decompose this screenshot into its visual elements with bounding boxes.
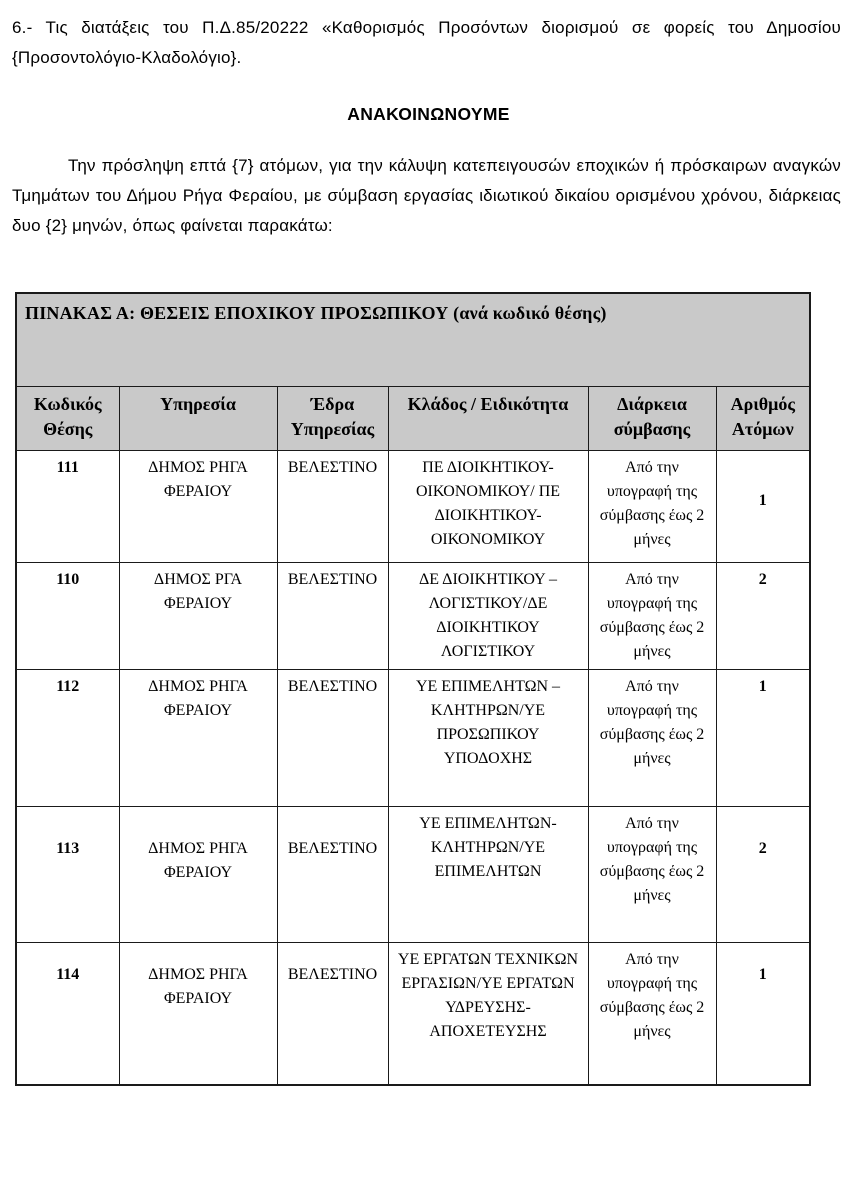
- cell-specialty: ΥΕ ΕΠΙΜΕΛΗΤΩΝ-ΚΛΗΤΗΡΩΝ/ΥΕ ΕΠΙΜΕΛΗΤΩΝ: [388, 806, 588, 942]
- cell-specialty: ΥΕ ΕΡΓΑΤΩΝ ΤΕΧΝΙΚΩΝ ΕΡΓΑΣΙΩΝ/ΥΕ ΕΡΓΑΤΩΝ ΥΔΡΕΥΣΗΣ-ΑΠΟΧΕΤΕΥΣΗΣ: [388, 942, 588, 1085]
- cell-position-code: 113: [16, 806, 119, 942]
- table-title-row: [16, 293, 810, 386]
- cell-duration: Από την υπογραφή της σύμβασης έως 2 μήνες: [588, 669, 716, 806]
- cell-specialty: ΔΕ ΔΙΟΙΚΗΤΙΚΟΥ – ΛΟΓΙΣΤΙΚΟΥ/ΔΕ ΔΙΟΙΚΗΤΙΚΟΥ ΛΟΓΙΣΤΙΚΟΥ: [388, 562, 588, 669]
- cell-specialty: ΥΕ ΕΠΙΜΕΛΗΤΩΝ – ΚΛΗΤΗΡΩΝ/ΥΕ ΠΡΟΣΩΠΙΚΟΥ ΥΠΟΔΟΧΗΣ: [388, 669, 588, 806]
- col-header-duration: Διάρκεια σύμβασης: [588, 386, 716, 450]
- table-row: [16, 669, 810, 806]
- cell-seat: ΒΕΛΕΣΤΙΝΟ: [277, 450, 388, 562]
- table-row: [16, 562, 810, 669]
- cell-duration: Από την υπογραφή της σύμβασης έως 2 μήνες: [588, 942, 716, 1085]
- table-row: [16, 942, 810, 1085]
- col-header-count: Αριθμός Ατόμων: [716, 386, 810, 450]
- table-row: [16, 450, 810, 562]
- cell-seat: ΒΕΛΕΣΤΙΝΟ: [277, 562, 388, 669]
- intro-clause: 6.- Τις διατάξεις του Π.Δ.85/20222 «Καθορισμός Προσόντων διορισμού σε φορείς του Δημοσίου {Προσοντολόγιο-Κλαδολόγιο}.: [12, 18, 841, 67]
- cell-seat: ΒΕΛΕΣΤΙΝΟ: [277, 806, 388, 942]
- cell-count: 1: [716, 669, 810, 806]
- intro-paragraph: Την πρόσληψη επτά {7} ατόμων, για την κάλυψη κατεπειγουσών εποχικών ή πρόσκαιρων αναγκών Τμημάτων του Δήμου Ρήγα Φεραίου, με σύμβαση εργασίας ιδιωτικού δικαίου ορισμένου χρόνου, διάρκειας δυο {2} μηνών, όπως φαίνεται παρακάτω:: [12, 156, 841, 235]
- cell-service: ΔΗΜΟΣ ΡΗΓΑ ΦΕΡΑΙΟΥ: [119, 806, 277, 942]
- cell-count: 2: [716, 562, 810, 669]
- positions-table: [15, 292, 811, 1086]
- cell-count: 1: [716, 942, 810, 1085]
- cell-position-code: 112: [16, 669, 119, 806]
- cell-duration: Από την υπογραφή της σύμβασης έως 2 μήνες: [588, 450, 716, 562]
- table-header-row: [16, 386, 810, 450]
- cell-service: ΔΗΜΟΣ ΡΗΓΑ ΦΕΡΑΙΟΥ: [119, 450, 277, 562]
- table-title: ΠΙΝΑΚΑΣ Α: ΘΕΣΕΙΣ ΕΠΟΧΙΚΟΥ ΠΡΟΣΩΠΙΚΟΥ (ανά κωδικό θέσης): [16, 293, 810, 386]
- col-header-specialty: Κλάδος / Ειδικότητα: [388, 386, 588, 450]
- table-row: [16, 806, 810, 942]
- col-header-seat: Έδρα Υπηρεσίας: [277, 386, 388, 450]
- cell-specialty: ΠΕ ΔΙΟΙΚΗΤΙΚΟΥ-ΟΙΚΟΝΟΜΙΚΟΥ/ ΠΕ ΔΙΟΙΚΗΤΙΚΟΥ-ΟΙΚΟΝΟΜΙΚΟΥ: [388, 450, 588, 562]
- col-header-code: Κωδικός Θέσης: [16, 386, 119, 450]
- cell-seat: ΒΕΛΕΣΤΙΝΟ: [277, 942, 388, 1085]
- cell-service: ΔΗΜΟΣ ΡΗΓΑ ΦΕΡΑΙΟΥ: [119, 942, 277, 1085]
- cell-position-code: 110: [16, 562, 119, 669]
- cell-service: ΔΗΜΟΣ ΡΗΓΑ ΦΕΡΑΙΟΥ: [119, 669, 277, 806]
- announce-heading: ΑΝΑΚΟΙΝΩΝΟΥΜΕ: [347, 104, 510, 124]
- cell-count: 2: [716, 806, 810, 942]
- col-header-service: Υπηρεσία: [119, 386, 277, 450]
- cell-duration: Από την υπογραφή της σύμβασης έως 2 μήνες: [588, 806, 716, 942]
- cell-duration: Από την υπογραφή της σύμβασης έως 2 μήνες: [588, 562, 716, 669]
- cell-position-code: 111: [16, 450, 119, 562]
- cell-seat: ΒΕΛΕΣΤΙΝΟ: [277, 669, 388, 806]
- cell-service: ΔΗΜΟΣ ΡΓΑ ΦΕΡΑΙΟΥ: [119, 562, 277, 669]
- cell-position-code: 114: [16, 942, 119, 1085]
- cell-count: 1: [716, 450, 810, 562]
